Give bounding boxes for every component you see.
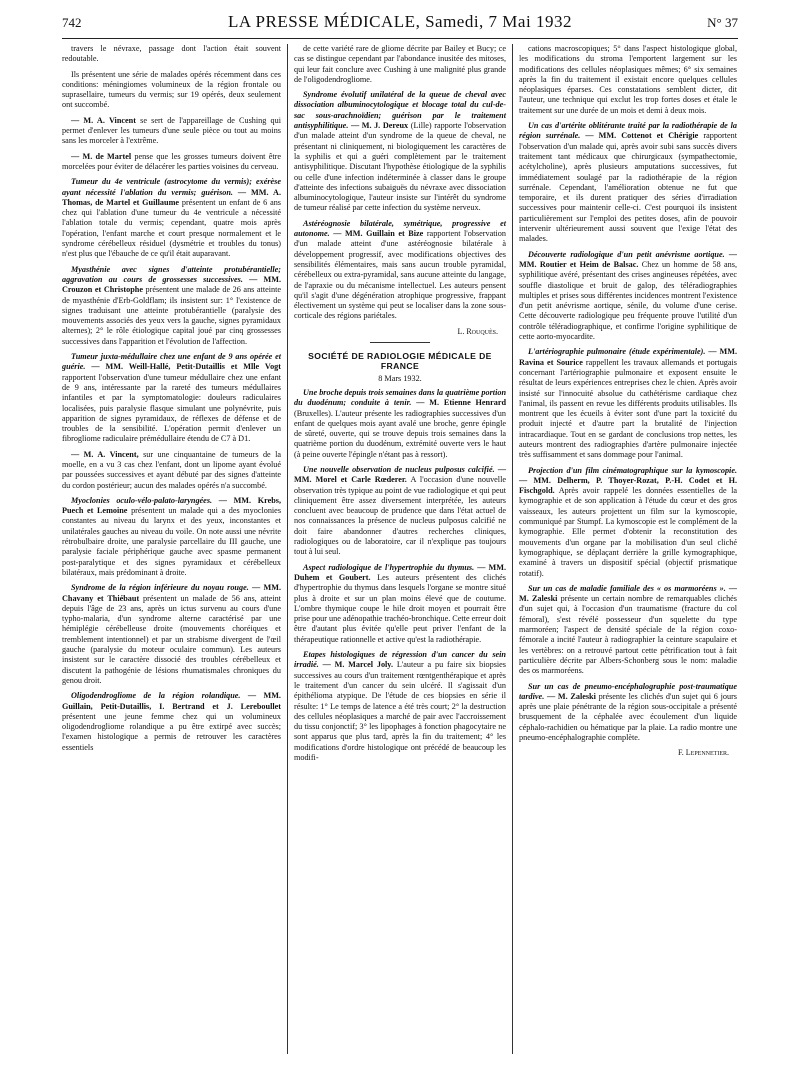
article-title: Oligodendrogliome de la région rolandique.: [71, 691, 241, 701]
article-paragraph: [62, 70, 281, 111]
article-title: Astéréognosie bilatérale, symétrique, progressive et autonome.: [294, 218, 506, 239]
article-authors: — MM. Guillain et Bize: [333, 229, 424, 239]
article-authors: — MM. Cottenot et Chérigie: [585, 131, 699, 141]
article-paragraph: [62, 44, 281, 65]
article-body: de cette variété rare de gliome décrite par Bailey et Bucy; ce cas se distingue cependant par l'abondance inusitée des mitoses, qui leur fait conclure avec Cushing à une malignité plus grande de l'oligodendrogliome.: [294, 44, 506, 84]
article-body: présentent un malade de 56 ans, atteint depuis l'âge de 23 ans, après un ictus survenu au cours d'une typho-malaria, d'un syndrome alterne caractérisé par une hémiplégie cérébelleuse droite (mouvements choréiques et tremblement intentionnel) et par un strabisme divergent de l'œil gauche (paralysie du moteur oculaire commun). Les auteurs insistent sur le caractère dissocié des troubles cérébelleux et discutent la pathogénie de lésions rhumatismales chroniques du genou droit.: [62, 593, 282, 685]
article-authors: — MM. Ravina et Sourice: [519, 347, 737, 367]
article-title: Projection d'un film cinématographique sur la kymoscopie.: [528, 465, 737, 475]
article-authors: — MM. Crouzon et Christophe: [62, 274, 281, 295]
article-body: pense que les grosses tumeurs doivent être morcelées pour éviter de délacérer les parties voisines du cerveau.: [62, 151, 282, 171]
article-authors: — M. A. Vincent: [71, 115, 136, 125]
article-body: travers le névraxe, passage dont l'action était souvent redoutable.: [62, 44, 281, 64]
article-authors: — MM. Weill-Hallé, Petit-Dutaillis et Mlle Vogt: [91, 362, 281, 372]
article-paragraph: [519, 250, 737, 343]
page-header: [62, 12, 738, 39]
article-paragraph: [294, 650, 506, 763]
article-body: Chez un homme de 58 ans, syphilitique avéré, présentant des crises angineuses répétées, avec souffle diastolique et bruit de galop, des téléradiographies multiples et prises sous différentes incidences montrent l'existence d'un petit anévrisme aortique, sénile, du volume d'une cerise. Cette découverte radiologique peu fréquente prouve l'utilité d'un contrôle téléradiographique, et confirme l'origine syphilitique de cette aorto-myocardite.: [519, 259, 737, 342]
article-body: sur une cinquantaine de tumeurs de la moelle, en a vu 3 cas chez l'enfant, dont un lipome ayant évolué par poussées successives et ayant débuté par des signes d'atteinte du cordon postérieur; aucun des malades opérés n'a succombé.: [62, 449, 282, 490]
article-title: Etapes histologiques de régression d'un cancer du sein irradié.: [294, 650, 506, 670]
article-body: rapportent l'observation d'un malade qui, après avoir subi sans succès divers traitement tant médicaux que chirurgicaux (sympathectomie, acétylcholine), après plusieurs amputations successives, fut immédiatement soulagé par la radiothérapie de la région surrénale. Cependant, l'amélioration obtenue ne fut que temporaire, et ils durent pratiquer des séries d'irradiation successives pour maintenir celle-ci. C'est pourquoi ils insistent particulièrement sur l'emploi des petites doses, afin de pouvoir intervenir ultérieurement aussi souvent que l'exige l'état des malades.: [519, 131, 737, 244]
article-body: rappellent les travaux allemands et portugais concernant l'artériographie pulmonaire et exposent ensuite le résultat de leurs expériences entreprises chez le chien. Après avoir insisté sur l'innocuité absolue du cathétérisme cardiaque chez l'animal, ils passent en revue les différents produits utilisables. Ils montrent que les écueils à éviter sont d'une part la toxicité du produit injecté et d'autre part la brutalité de l'injection intracardiaque. Tout en se gardant de conclusions trop nettes, les auteurs montrent des radiographies d'artère pulmonaire injectée très suffisamment et sans dommage pour l'animal.: [519, 357, 737, 460]
issue-number: N° 37: [707, 15, 738, 30]
article-body: présentent un malade qui a des myoclonies constantes au niveau du larynx et des yeux, inconstantes et unilatérales gauches au niveau du voile. On note aussi une névrite rétrobulbaire droite, une paralysie parcellaire du III gauche, une paralysie faciale périphérique gauche avec spasme permanent post-paralytique et des signes pyramidaux et cérébelleux bilatéraux, mais prédominant à droite.: [62, 506, 282, 577]
article-paragraph: [519, 466, 737, 579]
signature-lepennetier: F. Lepennetier.: [677, 748, 729, 758]
article-body: présente un certain nombre de remarquables clichés d'un sujet qui, à l'occasion d'un traumatisme (fracture du col fémoral), s'est révélé possesseur d'un squelette du type marmoréen; l'aspect de densité spéciale de la région coxo-fémorale a incité l'auteur à radiographier la ceinture scapulaire et les vertèbres: on a retrouvé partout cette pétrification tout à fait particulière décrite par Albers-Schonberg sous le nom: maladie des os marmoréens.: [519, 594, 737, 676]
article-authors: — M. Zaleski: [546, 691, 596, 701]
article-title: Sur un cas de maladie familiale des « os marmoréens ».: [528, 583, 726, 593]
article-body: Les auteurs présentent des clichés d'hypertrophie du thymus dans lesquels l'organe se montre situé plus à droite et sur un plan moins élevé que de coutume. L'ombre thymique coupe le hile droit moyen et pourrait être prise pour une adénopathie trachéo-bronchique. Cette erreur doit être d'autant plus évitée qu'elle peut priver l'enfant de la thérapeutique rationnelle et active qu'est la radiothérapie.: [294, 572, 506, 644]
article-title: Myoclonies oculo-vélo-palato-laryngées.: [71, 495, 213, 505]
article-paragraph: [294, 563, 506, 645]
article-paragraph: [294, 388, 506, 460]
article-title: Syndrome de la région inférieure du noyau rouge.: [71, 583, 249, 593]
article-title: Tumeur juxta-médullaire chez une enfant de 9 ans opérée et guérie.: [62, 352, 281, 372]
article-body: (Lille) rapporte l'observation d'un malade atteint d'un syndrome de la queue de cheval, ne présentant ni cliniquement, ni biologiquement les caractères de la syphilis et qui a guéri complètement par le traitement antisyphilitique. Discutant l'hypothèse étiologique de la syphilis ou celle d'une infection indéterminée à classer dans le groupe d'atteinte des infections subaiguës du névraxe avec dissociation albuminocytologique, l'auteur insiste sur l'intérêt du syndrome de tumeur réalisé par cette infection du système nerveux.: [294, 121, 507, 213]
article-paragraph: [519, 682, 737, 744]
article-body: rapportent l'observation d'un malade atteint d'une astéréognosie bilatérale à développement progressif, avec modifications objectives des sensibilités élémentaires, mais sans aucun trouble pyramidal, cérébelleux ou extra-pyramidal, sans aucune atteinte du langage, de l'apraxie ou du mécanisme intellectuel. Les auteurs pensent qu'il s'agit d'une dégénération atrophique progressive, frappant électivement un système qui peut se localiser dans la zone sous-corticale des régions pariétales.: [294, 229, 506, 321]
article-body: se sert de l'appareillage de Cushing qui permet d'enlever les tumeurs d'une seule pièce ou tout au moins sans les morceler à l'extrême.: [62, 115, 282, 146]
article-paragraph: [62, 450, 281, 491]
article-title: Aspect radiologique de l'hypertrophie du thymus.: [303, 562, 475, 572]
article-paragraph: [62, 583, 281, 686]
article-body: A l'occasion d'une nouvelle observation très typique au point de vue radiologique et qui peut cliniquement être assez diversement interprétée, les auteurs concluent avec beaucoup de prudence que dans l'état actuel de nos connaissances la présence de nucleus pulposus calcifié ne doit faire abandonner d'autres recherches cliniques, radiologiques ou de laboratoire, car il n'explique pas toujours tout à lui seul.: [294, 475, 506, 557]
article-paragraph: [62, 116, 281, 147]
article-title: Sur un cas de pneumo-encéphalographie post-traumatique tardive.: [519, 681, 737, 701]
article-paragraph: [294, 219, 506, 322]
article-title: Myasthénie avec signes d'atteinte protubérantielle; aggravation au cours de grossesses successives.: [62, 264, 281, 284]
article-body: présente les clichés d'un sujet qui 6 jours après une plaie pénétrante de la région sous-occipitale a présenté brusquement de la céphalée avec écoulement d'un liquide céphalo-rachidien ou hématique par la plaie. La radio montre une pneumo-encéphalographie complète.: [519, 691, 737, 742]
article-body: L'auteur a pu faire six biopsies successives au cours d'un traitement rœntgenthérapique et après le traitement d'un cancer du sein ulcéré. Il s'agissait d'un épithélioma atypique. De l'étude de ces biopsies en série il résulte: 1° Le temps de latence a été très court; 2° la destruction des cellules néoplasiques a marché de pair avec l'accroissement du tissu conjonctif; 3° les lipophages à fonction phagocytaire ne sont apparus que plus tard, après la fin du traitement; 4° les modifications d'ordre histologique ont précédé de beaucoup les modifi-: [294, 660, 506, 762]
article-authors: — M. J. Dereux: [350, 121, 409, 131]
article-paragraph: [519, 44, 737, 116]
journal-title: LA PRESSE MÉDICALE, Samedi, 7 Mai 1932: [228, 12, 572, 31]
society-heading: SOCIÉTÉ DE RADIOLOGIE MÉDICALE DE FRANCE: [308, 351, 492, 372]
article-paragraph: [519, 121, 737, 245]
article-body: présentent une jeune femme chez qui un volumineux oligodendrogliome rolandique a pu être extirpé avec succès; l'examen histologique a permis de retrouver les caractères essentiels: [62, 711, 281, 752]
article-paragraph: [62, 691, 281, 753]
article-paragraph: [62, 352, 281, 445]
article-body: rapportent l'observation d'une tumeur médullaire chez une enfant de 9 ans, intéressante par la rareté des tumeurs médullaires infantiles et par la symptomatologie: douleurs radiculaires localisées, puis paralysie flasque simulant une polynévrite, puis apparition de signes pyramidaux, de réflexes de défense et de troubles de la sensibilité. L'opération permit d'enlever un fibrogliome radiculaire prémédullaire étendu de C7 à D1.: [62, 372, 281, 444]
article-authors: — M. de Martel: [71, 151, 132, 161]
article-paragraph: [62, 265, 281, 347]
column-1: [62, 44, 287, 1054]
article-authors: — M. Etienne Henrard: [416, 398, 507, 408]
column-2: [287, 44, 512, 1054]
article-body: présentent une malade de 26 ans atteinte de myasthénie d'Erb-Goldflam; ils insistent sur: 1° l'existence de signes traduisant une atteinte protubérantielle (paralysie des mouvements associés des yeux vers la gauche, signes pyramidaux alternes); 2° le rôle étiologique capital joué par cinq grossesses successives dans l'apparition et l'évolution de l'affection.: [62, 285, 282, 346]
section-divider: [370, 342, 430, 343]
article-paragraph: [62, 496, 281, 578]
article-columns: [62, 44, 738, 1054]
article-authors: — M. Marcel Joly.: [322, 660, 393, 670]
article-authors: — MM. Routier et Heim de Balsac.: [519, 249, 737, 269]
article-authors: — MM. Guillain, Petit-Dutaillis, I. Bertrand et J. Lereboullet: [62, 691, 281, 711]
article-paragraph: [62, 177, 281, 259]
column-3: [512, 44, 737, 1054]
article-authors: — M. Zaleski: [519, 583, 737, 604]
article-body: Ils présentent une série de malades opérés récemment dans ces conditions: méningiomes volumineux de la région frontale ou suprasellaire, tumeurs du vermis; sur 19 opérés, deux seulement ont succombé.: [62, 69, 281, 110]
article-paragraph: [294, 465, 506, 558]
article-body: (Bruxelles). L'auteur présente les radiographies successives d'un enfant de quelques mois ayant avalé une broche, genre épingle de sûreté, ouverte, qui se trouve depuis trois semaines dans la quatrième portion du duodénum, extrémité ouverte vers le haut (à peine ouverte l'épingle n'étant pas à ressort).: [294, 408, 506, 459]
article-paragraph: [294, 90, 506, 214]
article-title: Découverte radiologique d'un petit anévrisme aortique.: [528, 249, 725, 259]
article-title: Une nouvelle observation de nucleus pulposus calcifié.: [303, 464, 495, 474]
society-date: 8 Mars 1932.: [378, 373, 422, 383]
signature-rouques: L. Rouquès.: [457, 326, 498, 336]
article-authors: — MM. A. Thomas, de Martel et Guillaume: [62, 187, 282, 207]
article-paragraph: [519, 584, 737, 677]
article-authors: — MM. Chavany et Thiébaut: [62, 583, 281, 603]
article-body: cations macroscopiques; 5° dans l'aspect histologique global, les modifications du stroma l'emportent largement sur les modifications des cellules néoplasiques mêmes; 6° six semaines après la fin du traitement il existait encore quelques cellules néoplasiques éparses. Ces constatations semblent dicter, dit l'auteur, une technique qui exclut les trop fortes doses et étale le traitement sur une durée de un mois et demi à deux mois.: [519, 44, 737, 115]
article-title: Un cas d'artérite oblitérante traité par la radiothérapie de la région surrénale.: [519, 121, 737, 141]
article-paragraph: [294, 44, 506, 85]
article-authors: — MM. Morel et Carle Rœderer.: [294, 464, 506, 485]
article-paragraph: [519, 347, 737, 460]
article-title: L'artériographie pulmonaire (étude expérimentale).: [528, 347, 706, 357]
article-authors: — MM. Duhem et Goubert.: [294, 562, 506, 582]
article-title: Une broche depuis trois semaines dans la quatrième portion du duodénum; conduite à tenir.: [294, 387, 506, 408]
article-body: présentent un enfant de 6 ans chez qui l'ablation d'une tumeur du 4e ventricule a nécessité l'ablation totale du vermis; cependant, quatre mois après l'opération, l'enfant marche et court presque normalement et le syndrome cérébelleux résiduel (dysmétrie et troubles du tonus) n'est plus que l'ébauche de ce qu'il était auparavant.: [62, 197, 281, 259]
article-authors: — MM. Krebs, Puech et Lemoine: [62, 495, 282, 516]
article-authors: — MM. Delherm, P. Thoyer-Rozat, P.-H. Codet et H. Fischgold.: [519, 475, 737, 496]
page-number: 742: [62, 15, 82, 30]
article-body: Après avoir rappelé les données essentielles de la kymographie et de son application à l'étude du cœur et des gros vaisseaux, les auteurs projettent un film sur la kymoscopie, communiqué par Stumpf. La kymoscopie est le complément de la kymographie. Elle permet d'obtenir la reconstitution des mouvements d'un organe par la mobilisation d'un seul cliché kymographique, se déplaçant derrière la grille kymographique, examiné à travers un dispositif spécial (objectif prismatique rotatif).: [519, 486, 737, 578]
article-authors: — M. A. Vincent,: [71, 449, 139, 459]
article-title: Tumeur du 4e ventricule (astrocytome du vermis); exérèse ayant nécessité l'ablation du vermis; guérison.: [62, 177, 281, 197]
article-paragraph: [62, 152, 281, 173]
article-title: Syndrome évolutif unilatéral de la queue de cheval avec dissociation albuminocytologique et blocage total du cul-de-sac sous-arachnoïdien; guérison par le traitement antisyphilitique.: [294, 90, 506, 131]
